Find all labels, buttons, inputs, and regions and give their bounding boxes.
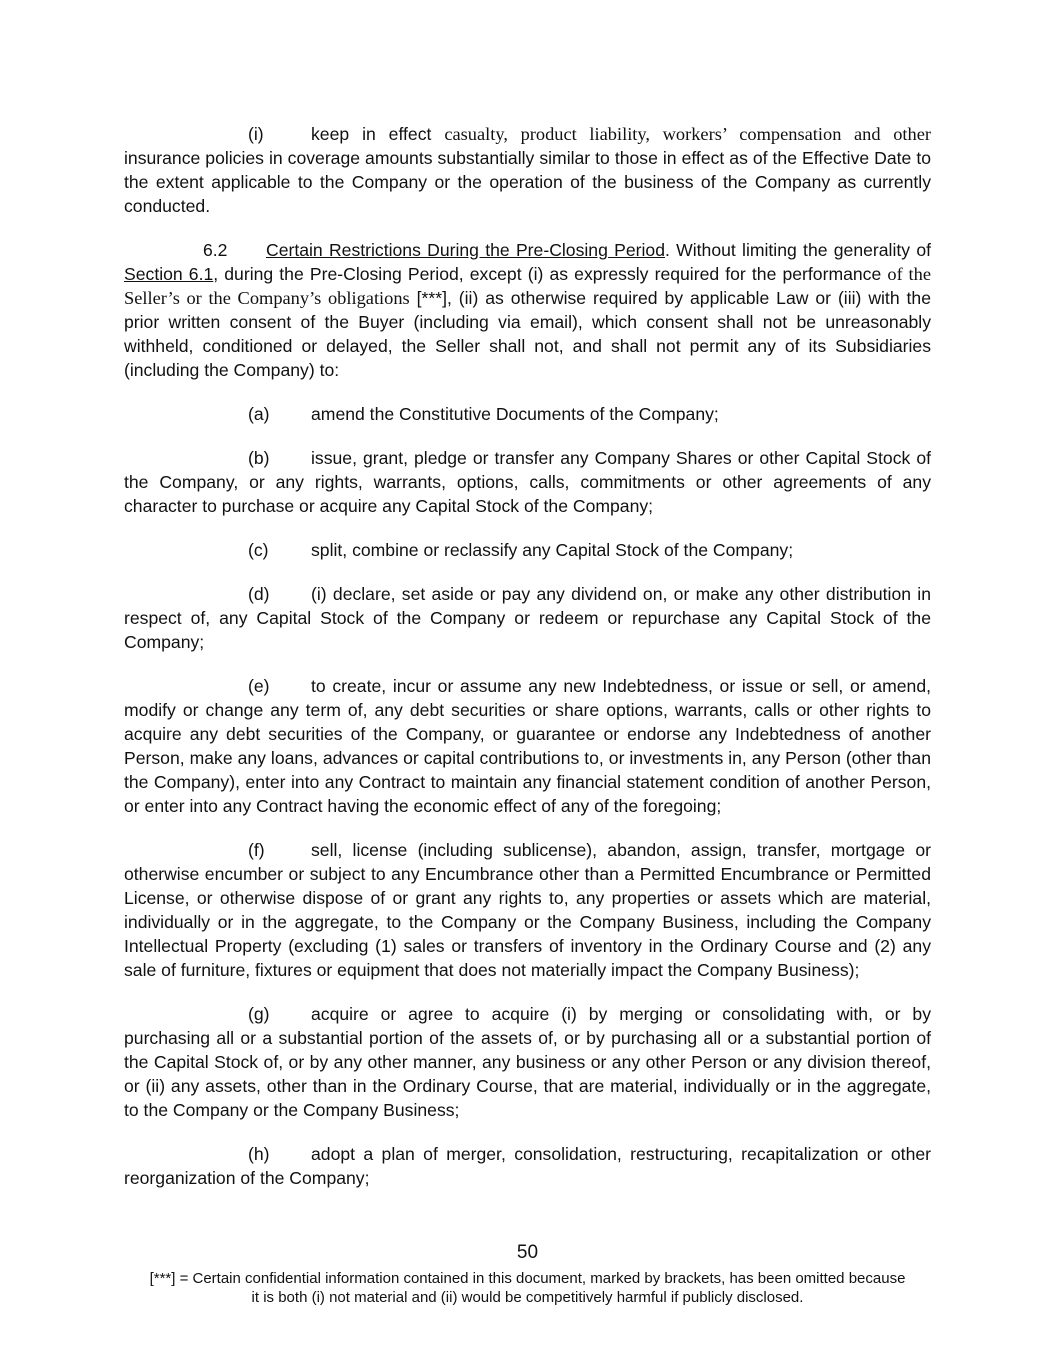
clause-h [124,1142,931,1190]
clause-label: (c) [248,540,269,560]
paragraph-text-serif: casualty, product liability, workers’ compensation and other [444,124,931,144]
clause-label: (e) [248,676,270,696]
clause-label: (a) [248,404,270,424]
page-footer [110,1241,945,1307]
paragraph-label: (i) [248,124,264,144]
footnote-line-2: it is both (i) not material and (ii) would be competitively harmful if publicly disclosed. [251,1289,804,1306]
clause-label: (b) [248,448,270,468]
footnote-line-1: [***] = Certain confidential information contained in this document, marked by brackets, has been omitted because [149,1270,906,1287]
clause-b [124,446,931,518]
paragraph-text: , during the Pre-Closing Period, except (i) as expressly required for the performance [213,264,888,284]
paragraph-i [124,122,931,218]
clause-label: (f) [248,840,265,860]
section-6-2 [124,238,931,382]
clause-text: issue, grant, pledge or transfer any Company Shares or other Capital Stock of the Company, or any rights, warrants, options, calls, commitments or other agreements of any character to purchase or acquire any Capital Stock of the Company; [124,448,931,516]
clause-e [124,674,931,818]
clause-d [124,582,931,654]
clause-text: amend the Constitutive Documents of the Company; [311,404,719,424]
paragraph-text: . Without limiting the generality of [664,240,931,260]
paragraph-text: keep in effect [311,124,445,144]
clause-text: acquire or agree to acquire (i) by merging or consolidating with, or by purchasing all or a substantial portion of the assets of, or by purchasing all or a substantial portion of the Capital Stock of, or by any other manner, any business or any other Person or any division thereof, or (ii) any assets, other than in the Ordinary Course, that are material, individually or in the aggregate, to the Company or the Company Business; [124,1004,931,1120]
clause-text: (i) declare, set aside or pay any dividend on, or make any other distribution in respect of, any Capital Stock of the Company or redeem or repurchase any Capital Stock of the Company; [124,584,931,652]
section-reference: Section 6.1 [124,264,214,284]
clause-c [124,538,931,562]
clause-label: (d) [248,584,270,604]
clause-g [124,1002,931,1122]
paragraph-text-serif: of the Seller’s or the Company’s obligations [124,264,931,308]
section-heading: Certain Restrictions During the Pre-Closing Period [266,240,665,260]
clause-text: adopt a plan of merger, consolidation, restructuring, recapitalization or other reorganization of the Company; [124,1144,931,1188]
paragraph-text: insurance policies in coverage amounts substantially similar to those in effect as of the Effective Date to the extent applicable to the Company or the operation of the business of the Company as currently conducted. [124,148,931,216]
clause-label: (h) [248,1144,270,1164]
clause-text: sell, license (including sublicense), abandon, assign, transfer, mortgage or otherwise encumber or subject to any Encumbrance other than a Permitted Encumbrance or Permitted License, or otherwise dispose of or grant any rights to, any properties or assets which are material, individually or in the aggregate, to the Company or the Company Business, including the Company Intellectual Property (excluding (1) sales or transfers of inventory in the Ordinary Course and (2) any sale of furniture, fixtures or equipment that does not materially impact the Company Business); [124,840,931,980]
section-number: 6.2 [203,240,228,260]
clause-label: (g) [248,1004,270,1024]
document-body [124,122,931,1210]
paragraph-text: [***], (ii) as otherwise required by applicable Law or (iii) with the prior written consent of the Buyer (including via email), which consent shall not be unreasonably withheld, conditioned or delayed, the Seller shall not, and shall not permit any of its Subsidiaries (including the Company) to: [124,288,931,380]
clause-f [124,838,931,982]
clause-a [124,402,931,426]
page-number: 50 [516,1242,539,1263]
clause-text: split, combine or reclassify any Capital Stock of the Company; [311,540,794,560]
clause-text: to create, incur or assume any new Indebtedness, or issue or sell, or amend, modify or change any term of, any debt securities or share options, warrants, calls or other rights to acquire any debt securities of the Company, or guarantee or endorse any Indebtedness of another Person, make any loans, advances or capital contributions to, or investments in, any Person (other than the Company), enter into any Contract to maintain any financial statement condition of another Person, or enter into any Contract having the economic effect of any of the foregoing; [124,676,931,816]
